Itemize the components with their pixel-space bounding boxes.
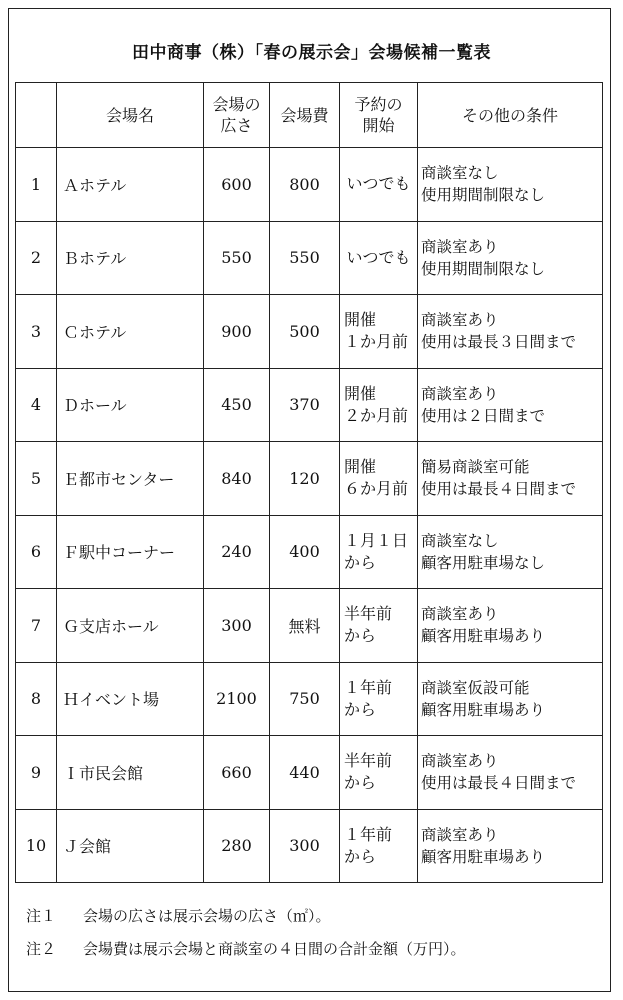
other-conditions bbox=[418, 515, 603, 589]
other-conditions bbox=[418, 662, 603, 736]
venue-fee: 500 bbox=[270, 295, 340, 369]
venue-area: 280 bbox=[204, 809, 270, 883]
table-row bbox=[16, 148, 603, 222]
other-conditions bbox=[418, 589, 603, 663]
condition-line: 使用期間制限なし bbox=[421, 259, 546, 278]
reservation-start: 半年前 から bbox=[340, 589, 418, 663]
header-conditions: その他の条件 bbox=[418, 83, 603, 148]
header-area: 会場の 広さ bbox=[204, 83, 270, 148]
row-number: 5 bbox=[16, 442, 57, 516]
row-number: 4 bbox=[16, 368, 57, 442]
condition-line: 使用は最長４日間まで bbox=[421, 480, 577, 499]
reservation-start: いつでも bbox=[340, 221, 418, 295]
note-2 bbox=[26, 933, 466, 966]
reservation-start: １年前 から bbox=[340, 809, 418, 883]
other-conditions bbox=[418, 442, 603, 516]
reservation-start: 半年前 から bbox=[340, 736, 418, 810]
other-conditions bbox=[418, 221, 603, 295]
condition-line: 簡易商談室可能 bbox=[421, 458, 530, 477]
condition-line: 使用は最長３日間まで bbox=[421, 333, 577, 352]
condition-line: 使用期間制限なし bbox=[421, 186, 546, 205]
condition-line: 商談室あり bbox=[421, 752, 499, 771]
condition-line: 商談室あり bbox=[421, 384, 499, 403]
row-number: 9 bbox=[16, 736, 57, 810]
venue-fee: 440 bbox=[270, 736, 340, 810]
row-number: 6 bbox=[16, 515, 57, 589]
venue-name: Ｈイベント場 bbox=[57, 662, 204, 736]
table-row bbox=[16, 515, 603, 589]
venue-area: 300 bbox=[204, 589, 270, 663]
venue-fee: 800 bbox=[270, 148, 340, 222]
venue-fee: 無料 bbox=[270, 589, 340, 663]
venue-area: 240 bbox=[204, 515, 270, 589]
reservation-start: １月１日 から bbox=[340, 515, 418, 589]
other-conditions bbox=[418, 148, 603, 222]
venue-fee: 300 bbox=[270, 809, 340, 883]
venue-name: Ｂホテル bbox=[57, 221, 204, 295]
reservation-start: 開催 ２か月前 bbox=[340, 368, 418, 442]
table-row bbox=[16, 295, 603, 369]
venue-area: 900 bbox=[204, 295, 270, 369]
venue-name: Ｊ会館 bbox=[57, 809, 204, 883]
reservation-start: 開催 １か月前 bbox=[340, 295, 418, 369]
venue-fee: 370 bbox=[270, 368, 340, 442]
table-row bbox=[16, 809, 603, 883]
venue-name: Ａホテル bbox=[57, 148, 204, 222]
reservation-start: いつでも bbox=[340, 148, 418, 222]
venue-name: Ｄホール bbox=[57, 368, 204, 442]
condition-line: 使用は最長４日間まで bbox=[421, 774, 577, 793]
condition-line: 顧客用駐車場あり bbox=[421, 847, 546, 866]
venue-fee: 750 bbox=[270, 662, 340, 736]
page-title: 田中商事（株）「春の展示会」会場候補一覧表 bbox=[132, 43, 491, 63]
venue-name: Ｃホテル bbox=[57, 295, 204, 369]
row-number: 3 bbox=[16, 295, 57, 369]
venue-table bbox=[15, 82, 603, 883]
venue-area: 550 bbox=[204, 221, 270, 295]
row-number: 7 bbox=[16, 589, 57, 663]
table-row bbox=[16, 221, 603, 295]
row-number: 10 bbox=[16, 809, 57, 883]
venue-area: 2100 bbox=[204, 662, 270, 736]
table-row bbox=[16, 442, 603, 516]
notes bbox=[26, 900, 466, 966]
condition-line: 顧客用駐車場あり bbox=[421, 627, 546, 646]
condition-line: 商談室なし bbox=[421, 531, 499, 550]
venue-area: 840 bbox=[204, 442, 270, 516]
table-header-row bbox=[16, 83, 603, 148]
venue-name: Ｉ市民会館 bbox=[57, 736, 204, 810]
condition-line: 商談室あり bbox=[421, 311, 499, 330]
venue-name: Ｆ駅中コーナー bbox=[57, 515, 204, 589]
table-row bbox=[16, 662, 603, 736]
row-number: 8 bbox=[16, 662, 57, 736]
condition-line: 商談室あり bbox=[421, 605, 499, 624]
condition-line: 顧客用駐車場なし bbox=[421, 553, 546, 572]
venue-area: 600 bbox=[204, 148, 270, 222]
note-text: 会場の広さは展示会場の広さ（㎡）。 bbox=[83, 907, 331, 925]
other-conditions bbox=[418, 295, 603, 369]
condition-line: 顧客用駐車場あり bbox=[421, 700, 546, 719]
header-name: 会場名 bbox=[57, 83, 204, 148]
venue-fee: 550 bbox=[270, 221, 340, 295]
row-number: 1 bbox=[16, 148, 57, 222]
note-text: 会場費は展示会場と商談室の４日間の合計金額（万円）。 bbox=[83, 940, 466, 958]
venue-fee: 120 bbox=[270, 442, 340, 516]
row-number: 2 bbox=[16, 221, 57, 295]
venue-fee: 400 bbox=[270, 515, 340, 589]
note-label: 注１ bbox=[26, 907, 57, 925]
other-conditions bbox=[418, 368, 603, 442]
note-1 bbox=[26, 900, 466, 933]
note-label: 注２ bbox=[26, 940, 57, 958]
reservation-start: １年前 から bbox=[340, 662, 418, 736]
condition-line: 使用は２日間まで bbox=[421, 406, 546, 425]
venue-area: 660 bbox=[204, 736, 270, 810]
venue-area: 450 bbox=[204, 368, 270, 442]
venue-name: Ｇ支店ホール bbox=[57, 589, 204, 663]
condition-line: 商談室あり bbox=[421, 825, 499, 844]
header-start: 予約の 開始 bbox=[340, 83, 418, 148]
condition-line: 商談室あり bbox=[421, 237, 499, 256]
header-fee: 会場費 bbox=[270, 83, 340, 148]
condition-line: 商談室仮設可能 bbox=[421, 678, 530, 697]
header-no bbox=[16, 83, 57, 148]
table-row bbox=[16, 368, 603, 442]
other-conditions bbox=[418, 809, 603, 883]
other-conditions bbox=[418, 736, 603, 810]
condition-line: 商談室なし bbox=[421, 164, 499, 183]
table-row bbox=[16, 736, 603, 810]
reservation-start: 開催 ６か月前 bbox=[340, 442, 418, 516]
table-row bbox=[16, 589, 603, 663]
venue-name: Ｅ都市センター bbox=[57, 442, 204, 516]
